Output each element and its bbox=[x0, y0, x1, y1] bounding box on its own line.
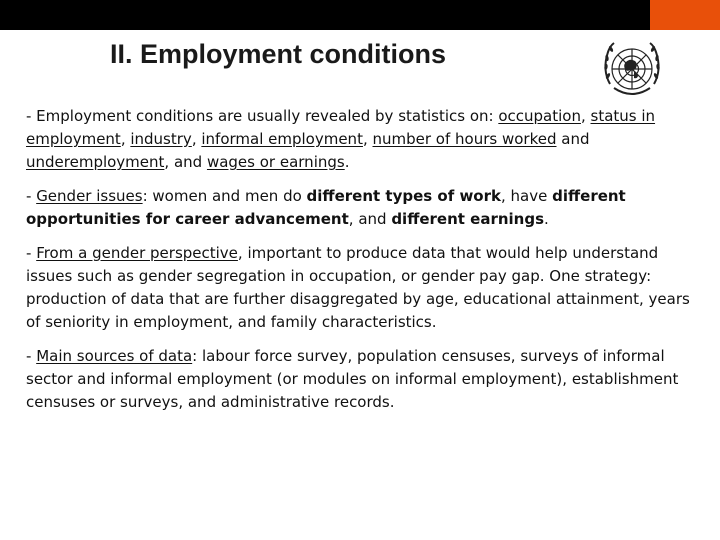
underlined-text: number of hours worked bbox=[372, 130, 557, 148]
underlined-text: Gender issues bbox=[36, 187, 143, 205]
text-segment: and bbox=[556, 130, 590, 148]
bold-text: different earnings bbox=[391, 210, 545, 228]
text-segment: , bbox=[191, 130, 202, 148]
top-bar bbox=[0, 0, 720, 30]
un-emblem-icon bbox=[596, 36, 668, 106]
text-segment: . bbox=[344, 153, 350, 171]
text-segment: , and bbox=[164, 153, 207, 171]
slide-title: II. Employment conditions bbox=[110, 39, 447, 69]
text-segment: - Employment conditions are usually revealed by statistics on: bbox=[26, 107, 499, 125]
text-segment: , bbox=[362, 130, 373, 148]
underlined-text: From a gender perspective bbox=[36, 244, 238, 262]
text-segment: . bbox=[544, 210, 549, 228]
underlined-text: occupation bbox=[498, 107, 581, 125]
text-segment: , bbox=[120, 130, 131, 148]
slide-body bbox=[26, 105, 701, 425]
text-segment: - bbox=[26, 244, 37, 262]
text-segment: , important to produce data that would help understand issues such as gender segregation in occupation, or gender pay gap. One strategy: production of data that are further disaggregated by age, educational attainment, years of seniority in employment, and family characteristics. bbox=[26, 244, 690, 331]
top-bar-accent bbox=[650, 0, 720, 30]
text-segment: , have bbox=[501, 187, 553, 205]
underlined-text: status in employment bbox=[26, 107, 656, 148]
underlined-text: Main sources of data bbox=[36, 347, 193, 365]
text-segment: , bbox=[580, 107, 591, 125]
bold-text: different opportunities for career advancement bbox=[26, 187, 626, 228]
text-segment: , and bbox=[348, 210, 392, 228]
text-segment: - bbox=[26, 347, 37, 365]
paragraph bbox=[26, 105, 701, 174]
underlined-text: wages or earnings bbox=[206, 153, 345, 171]
paragraph bbox=[26, 345, 701, 414]
text-segment: - bbox=[26, 187, 37, 205]
text-segment: : labour force survey, population censuses, surveys of informal sector and informal employment (or modules on informal employment), establishment censuses or surveys, and administrative records. bbox=[26, 347, 679, 411]
underlined-text: informal employment bbox=[201, 130, 363, 148]
bold-text: different types of work bbox=[306, 187, 501, 205]
text-segment: : women and men do bbox=[142, 187, 307, 205]
underlined-text: industry bbox=[130, 130, 192, 148]
underlined-text: underemployment bbox=[26, 153, 165, 171]
paragraph bbox=[26, 242, 701, 334]
paragraph bbox=[26, 185, 701, 231]
